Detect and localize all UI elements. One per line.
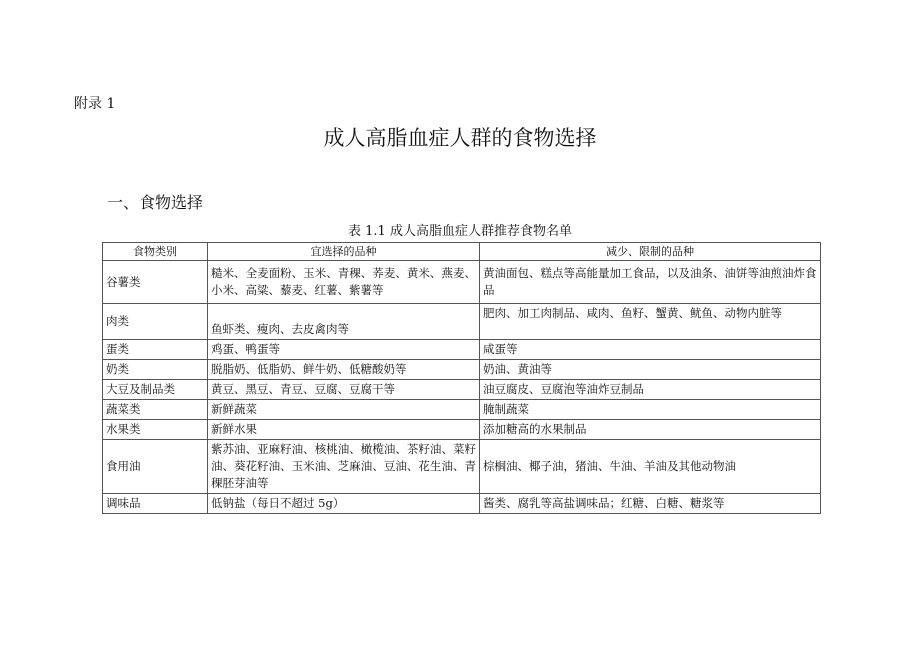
limited-cell: 酱类、腐乳等高盐调味品；红糖、白糖、糖浆等 [480,494,821,514]
recommended-cell: 鱼虾类、瘦肉、去皮禽肉等 [208,304,480,340]
limited-cell: 腌制蔬菜 [480,400,821,420]
limited-cell: 黄油面包、糕点等高能量加工食品，以及油条、油饼等油煎油炸食品 [480,261,821,304]
page-title: 成人高脂血症人群的食物选择 [323,126,597,150]
food-selection-table [102,242,821,514]
category-cell: 肉类 [103,304,208,340]
table-row [103,340,821,360]
category-cell: 谷薯类 [103,261,208,304]
limited-cell: 肥肉、加工肉制品、咸肉、鱼籽、蟹黄、鱿鱼、动物内脏等 [480,304,821,340]
table-row [103,380,821,400]
limited-cell: 咸蛋等 [480,340,821,360]
table-row [103,400,821,420]
category-cell: 水果类 [103,420,208,440]
table-row [103,420,821,440]
appendix-label: 附录 1 [74,96,116,112]
category-cell: 蛋类 [103,340,208,360]
header-limited: 减少、限制的品种 [480,243,821,261]
table-row [103,440,821,494]
category-cell: 蔬菜类 [103,400,208,420]
limited-cell: 棕榈油、椰子油，猪油、牛油、羊油及其他动物油 [480,440,821,494]
recommended-cell: 紫苏油、亚麻籽油、核桃油、橄榄油、茶籽油、菜籽油、葵花籽油、玉米油、芝麻油、豆油、花生油、青稞胚芽油等 [208,440,480,494]
header-recommended: 宜选择的品种 [208,243,480,261]
limited-cell: 奶油、黄油等 [480,360,821,380]
recommended-cell: 新鲜蔬菜 [208,400,480,420]
table-caption: 表 1.1 成人高脂血症人群推荐食物名单 [348,224,572,239]
category-cell: 大豆及制品类 [103,380,208,400]
recommended-cell: 低钠盐（每日不超过 5g） [208,494,480,514]
recommended-cell: 新鲜水果 [208,420,480,440]
recommended-cell: 糙米、全麦面粉、玉米、青稞、荞麦、黄米、燕麦、小米、高粱、藜麦、红薯、紫薯等 [208,261,480,304]
table-header-row [103,243,821,261]
table-row [103,494,821,514]
table-row [103,360,821,380]
recommended-cell: 黄豆、黑豆、青豆、豆腐、豆腐干等 [208,380,480,400]
limited-cell: 油豆腐皮、豆腐泡等油炸豆制品 [480,380,821,400]
header-category: 食物类别 [103,243,208,261]
table-row [103,304,821,340]
recommended-cell: 脱脂奶、低脂奶、鲜牛奶、低糖酸奶等 [208,360,480,380]
table-row [103,261,821,304]
category-cell: 调味品 [103,494,208,514]
limited-cell: 添加糖高的水果制品 [480,420,821,440]
recommended-cell: 鸡蛋、鸭蛋等 [208,340,480,360]
section-heading: 一、食物选择 [107,193,204,212]
category-cell: 食用油 [103,440,208,494]
category-cell: 奶类 [103,360,208,380]
